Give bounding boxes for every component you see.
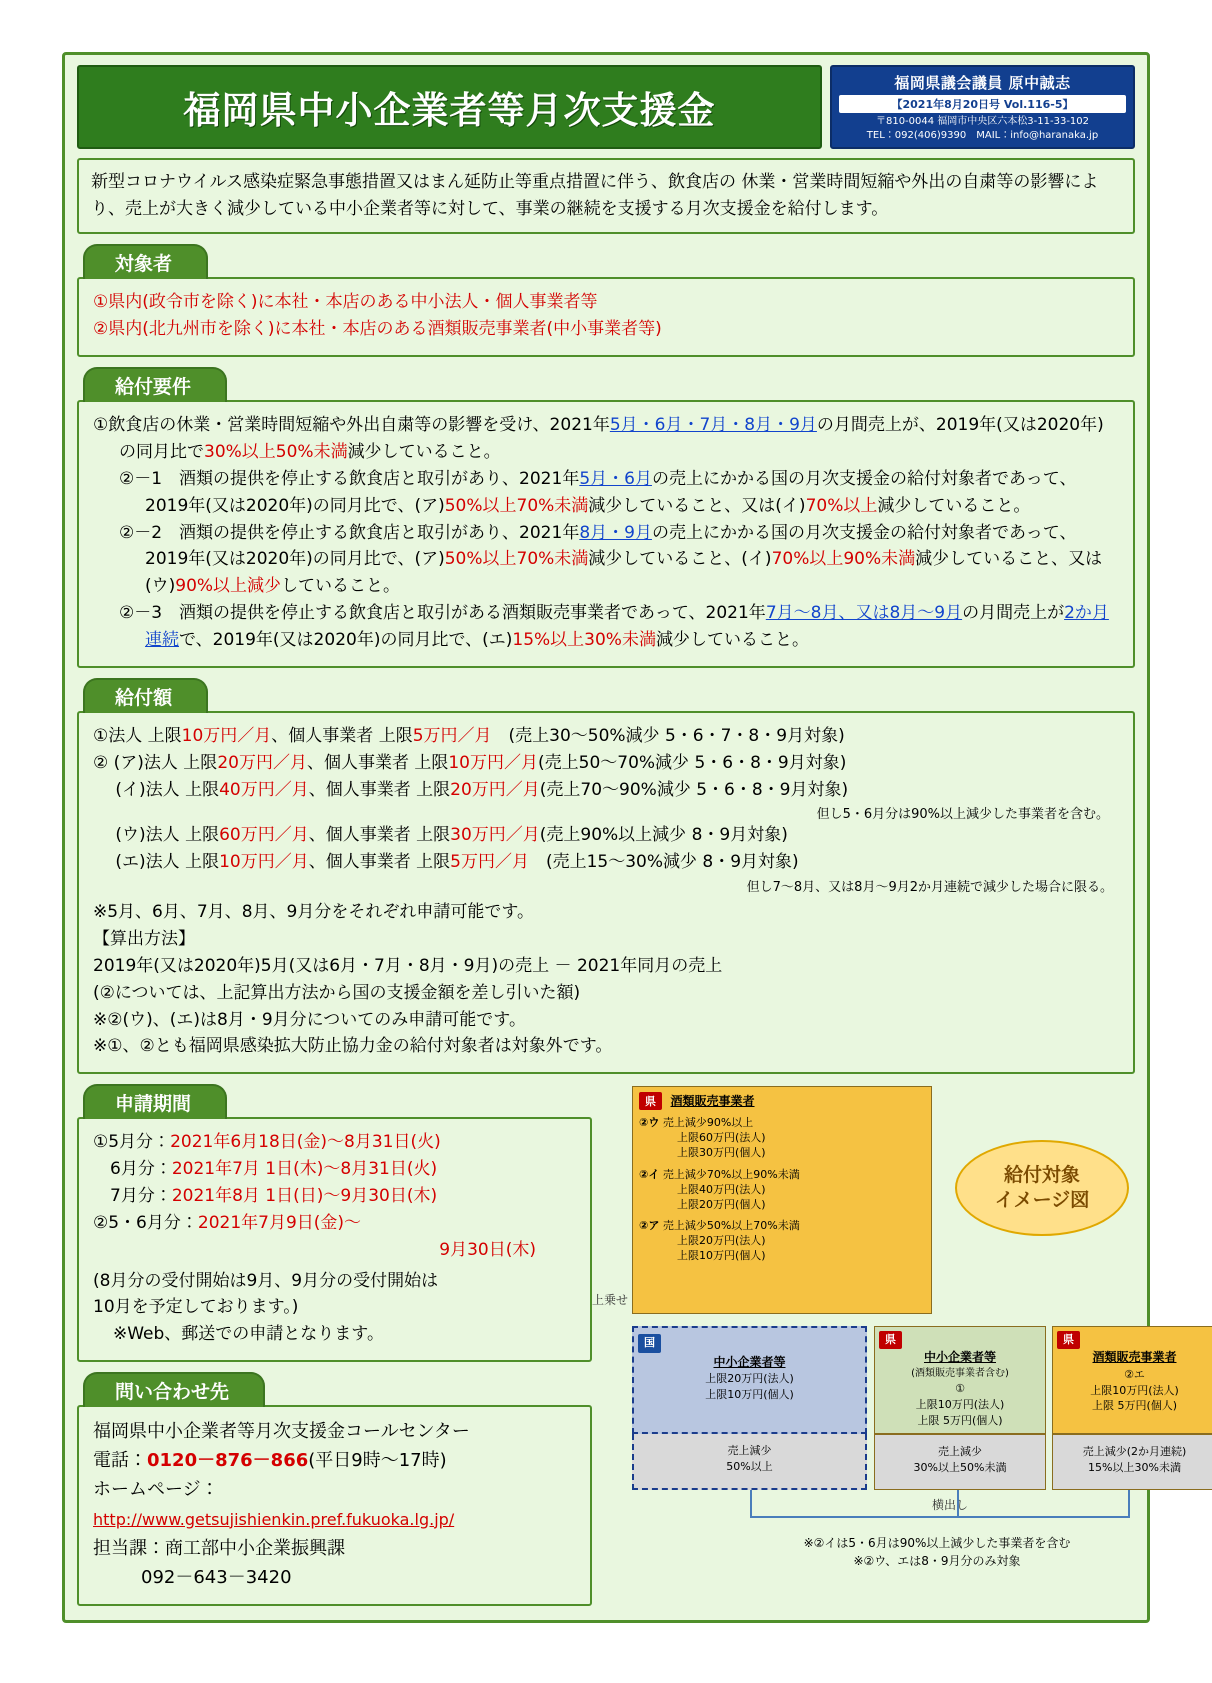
member-name: 福岡県議会議員 原中誠志 bbox=[894, 74, 1071, 92]
document-frame bbox=[62, 52, 1187, 1623]
req23-text-a: ②－3 酒類の提供を停止する飲食店と取引がある酒類販売事業者であって、2021年 bbox=[119, 603, 766, 624]
ken-sme-title: 中小企業者等 bbox=[923, 1350, 996, 1365]
amt3-b: 、個人事業者 上限 bbox=[308, 779, 451, 800]
ken-liquor-l2: 上限 5万円(個人) bbox=[1091, 1399, 1178, 1413]
amt1-r2: 5万円／月 bbox=[412, 725, 492, 746]
period-value-1: 2021年6月18日(金)～8月31日(火) bbox=[170, 1132, 441, 1153]
diagram-ken-sme-box bbox=[874, 1326, 1046, 1434]
contact-tel-hours: (平日9時～17時) bbox=[308, 1450, 447, 1472]
eligibility-diagram bbox=[592, 1086, 1187, 1569]
req21-text-b: の売上にかかる国の月次支援金の給付対象者であって、2019年(又は2020年)の同月比で、(ア) bbox=[145, 468, 1077, 516]
ken-liquor-cond-l2: 15%以上30%未満 bbox=[1088, 1460, 1181, 1474]
bubble-line-1: 給付対象 bbox=[1003, 1163, 1080, 1186]
requirement-item-2-2 bbox=[93, 520, 1119, 601]
liquor-cond-3: 売上減少50%以上70%未満 bbox=[662, 1219, 800, 1233]
ken-sme-code: ① bbox=[955, 1382, 965, 1396]
amt3-c: (売上70～90%減少 5・6・8・9月対象) bbox=[539, 779, 849, 800]
member-contact: TEL：092(406)9390 MAIL：info@haranaka.jp bbox=[866, 129, 1099, 141]
section-heading-contact: 問い合わせ先 bbox=[83, 1372, 265, 1407]
arrow-vertical-right bbox=[1128, 1490, 1130, 1518]
uwanose-label: 上乗せ bbox=[592, 1293, 629, 1308]
ken-liquor-cond-l1: 売上減少(2か月連続) bbox=[1082, 1445, 1187, 1459]
intro-text: 新型コロナウイルス感染症緊急事態措置又はまん延防止等重点措置に伴う、飲食店の 休業・営業時間短縮や外出の自粛等の影響により、売上が大きく減少している中小企業者等に対して、事業の継続を支援する月次支援金を給付します。 bbox=[77, 158, 1135, 234]
amt3-r1: 40万円／月 bbox=[219, 779, 309, 800]
amount-note-3: 但し5・6月分は90%以上減少した事業者を含む。 bbox=[816, 807, 1109, 823]
amount-note-5b: ※②(ウ)、(エ)は8月・9月分についてのみ申請可能です。 bbox=[93, 1009, 526, 1030]
kuni-box-l2: 上限10万円(個人) bbox=[705, 1388, 794, 1402]
amt2-a: ② (ア)法人 上限 bbox=[93, 752, 218, 773]
req1-text-b: の月間売上が、2019年(又は2020年)の同月比で bbox=[119, 415, 1104, 462]
period-label-2: 6月分： bbox=[93, 1159, 172, 1180]
req21-text-a: ②－1 酒類の提供を停止する飲食店と取引があり、2021年 bbox=[119, 468, 580, 489]
req21-rate-2: 70%以上 bbox=[805, 495, 878, 516]
ken-liquor-l1: 上限10万円(法人) bbox=[1090, 1383, 1179, 1397]
amt2-c: (売上50～70%減少 5・6・8・9月対象) bbox=[538, 752, 847, 773]
contact-dept-tel: 092－643－3420 bbox=[141, 1566, 292, 1588]
target-item-2: ②県内(北九州市を除く)に本社・本店のある酒類販売事業者(中小事業者等) bbox=[93, 319, 662, 340]
liquor-l1-3: 上限20万円(法人) bbox=[677, 1234, 766, 1248]
diagram-kuni-box bbox=[632, 1326, 867, 1434]
contact-url-link[interactable]: http://www.getsujishienkin.pref.fukuoka.lg.jp/ bbox=[93, 1509, 455, 1529]
issue-number: 【2021年8月20日号 Vol.116-5】 bbox=[839, 95, 1126, 113]
diagram-ken-liquor-box bbox=[1052, 1326, 1212, 1434]
period-label-1: ①5月分： bbox=[93, 1132, 171, 1153]
req1-text-a: ①飲食店の休業・営業時間短縮や外出自粛等の影響を受け、2021年 bbox=[93, 415, 610, 436]
arrow-vertical-left bbox=[750, 1490, 752, 1518]
req22-rate-2: 70%以上90%未満 bbox=[771, 549, 916, 570]
amount-line-1 bbox=[93, 723, 1119, 750]
section-amount bbox=[77, 678, 1135, 1074]
section-target bbox=[77, 244, 1135, 357]
diagram-note-2: ※②ウ、エは8・9月分のみ対象 bbox=[853, 1554, 1021, 1569]
amount-note-6: ※①、②とも福岡県感染拡大防止協力金の給付対象者は対象外です。 bbox=[93, 1036, 613, 1057]
amt1-a: ①法人 上限 bbox=[93, 725, 182, 746]
liquor-cond-2: 売上減少70%以上90%未満 bbox=[662, 1167, 800, 1181]
amt4-a: (ウ)法人 上限 bbox=[93, 825, 220, 846]
member-address: 〒810-0044 福岡市中央区六本松3-11-33-102 bbox=[875, 116, 1090, 127]
ken-sme-sub: (酒類販売事業者含む) bbox=[911, 1367, 1009, 1379]
member-info-box bbox=[830, 65, 1135, 149]
amount-note-5: 但し7～8月、又は8月～9月2か月連続で減少した場合に限る。 bbox=[746, 880, 1113, 896]
amt5-b: 、個人事業者 上限 bbox=[308, 852, 451, 873]
liquor-l2-1: 上限30万円(個人) bbox=[677, 1145, 766, 1159]
section-heading-requirements: 給付要件 bbox=[83, 367, 227, 402]
liquor-code-3: ②ア bbox=[639, 1219, 660, 1233]
liquor-cond-1: 売上減少90%以上 bbox=[662, 1116, 754, 1130]
bottom-area bbox=[77, 1084, 1187, 1606]
contact-tel-row bbox=[93, 1446, 576, 1475]
kuni-cond-l1: 売上減少 bbox=[727, 1444, 772, 1458]
contact-url-row bbox=[93, 1505, 576, 1534]
page-title bbox=[77, 65, 822, 149]
amount-note-1: ※5月、6月、7月、8月、9月分をそれぞれ申請可能です。 bbox=[93, 902, 534, 923]
section-contact bbox=[77, 1372, 592, 1606]
req1-text-c: 減少していること。 bbox=[347, 441, 501, 462]
diagram-ken-sme-condition bbox=[874, 1434, 1046, 1490]
amt1-r1: 10万円／月 bbox=[181, 725, 272, 746]
liquor-l1-2: 上限40万円(法人) bbox=[677, 1182, 766, 1196]
amount-line-4 bbox=[93, 822, 1119, 849]
bubble-line-2: イメージ図 bbox=[994, 1189, 1090, 1212]
ken-liquor-code: ②エ bbox=[1124, 1367, 1145, 1381]
amt5-a: (エ)法人 上限 bbox=[93, 852, 220, 873]
section-body-contact bbox=[77, 1405, 592, 1606]
tag-ken-liquor: 県 bbox=[639, 1092, 662, 1110]
section-heading-target: 対象者 bbox=[83, 244, 208, 279]
liquor-row-3 bbox=[639, 1219, 925, 1264]
req1-months: 5月・6月・7月・8月・9月 bbox=[609, 415, 817, 436]
header bbox=[77, 65, 1135, 149]
amt2-r2: 10万円／月 bbox=[448, 752, 538, 773]
amt2-r1: 20万円／月 bbox=[217, 752, 307, 773]
req21-rate-1: 50%以上70%未満 bbox=[444, 495, 589, 516]
section-body-target bbox=[77, 277, 1135, 357]
section-body-amount bbox=[77, 711, 1135, 1074]
liquor-row-1 bbox=[639, 1116, 925, 1161]
bottom-left-column bbox=[77, 1084, 592, 1606]
diagram-area bbox=[592, 1084, 1187, 1569]
ken-sme-cond-l1: 売上減少 bbox=[938, 1445, 982, 1459]
yokodashi-label: 横出し bbox=[932, 1498, 969, 1513]
diagram-notes bbox=[677, 1534, 1197, 1570]
period-value-2: 2021年7月 1日(木)～8月31日(火) bbox=[171, 1159, 438, 1180]
arrow-horizontal bbox=[750, 1516, 1130, 1518]
page-title-text: 福岡県中小企業者等月次支援金 bbox=[183, 89, 716, 132]
req23-text-b: の月間売上が bbox=[962, 603, 1065, 624]
req22-text-d: 減少していること、又は(ウ) bbox=[145, 549, 1103, 597]
period-note-2: 10月を予定しております。) bbox=[93, 1297, 299, 1318]
req22-text-b: の売上にかかる国の月次支援金の給付対象者であって、2019年(又は2020年)の同月比で、(ア) bbox=[145, 522, 1077, 570]
ken-sme-cond-l2: 30%以上50%未満 bbox=[913, 1460, 1007, 1474]
section-period bbox=[77, 1084, 592, 1362]
period-row-1 bbox=[93, 1129, 576, 1156]
contact-dept: 担当課：商工部中小企業振興課 bbox=[93, 1537, 345, 1559]
req21-text-c: 減少していること、又は(イ) bbox=[588, 495, 806, 516]
amt4-c: (売上90%以上減少 8・9月対象) bbox=[539, 825, 788, 846]
contact-tel-number: 0120－876－866 bbox=[147, 1450, 309, 1472]
requirement-item-1 bbox=[93, 412, 1119, 466]
req23-text-c: で、2019年(又は2020年)の同月比で、(エ) bbox=[179, 629, 513, 650]
requirement-item-2-1 bbox=[93, 466, 1119, 520]
ken-liquor-title: 酒類販売事業者 bbox=[1092, 1350, 1177, 1365]
requirement-item-2-3 bbox=[93, 600, 1119, 654]
req21-text-d: 減少していること。 bbox=[877, 495, 1031, 516]
liquor-l2-3: 上限10万円(個人) bbox=[677, 1249, 766, 1263]
req1-rate: 30%以上50%未満 bbox=[204, 441, 348, 462]
req23-rate: 15%以上30%未満 bbox=[512, 629, 656, 650]
amt1-c: (売上30～50%減少 5・6・7・8・9月対象) bbox=[491, 725, 845, 746]
section-body-period bbox=[77, 1117, 592, 1362]
amt3-r2: 20万円／月 bbox=[450, 779, 540, 800]
contact-tel-label: 電話： bbox=[93, 1450, 147, 1472]
tag-ken-liquor-2: 県 bbox=[1057, 1331, 1080, 1349]
amount-line-2 bbox=[93, 750, 1119, 777]
req23-text-d: 減少していること。 bbox=[655, 629, 809, 650]
req22-text-c: 減少していること、(イ) bbox=[588, 549, 772, 570]
period-value-3: 2021年8月 1日(日)～9月30日(木) bbox=[171, 1186, 438, 1206]
amt1-b: 、個人事業者 上限 bbox=[271, 725, 413, 746]
period-label-3: 7月分： bbox=[93, 1186, 172, 1206]
section-heading-amount: 給付額 bbox=[83, 678, 208, 713]
req21-months: 5月・6月 bbox=[579, 468, 652, 489]
tag-kuni: 国 bbox=[638, 1334, 661, 1353]
amt4-b: 、個人事業者 上限 bbox=[308, 825, 451, 846]
amt4-r1: 60万円／月 bbox=[219, 825, 309, 846]
req22-text-a: ②－2 酒類の提供を停止する飲食店と取引があり、2021年 bbox=[119, 522, 580, 543]
amt3-a: (イ)法人 上限 bbox=[93, 779, 220, 800]
ken-sme-l2: 上限 5万円(個人) bbox=[917, 1413, 1003, 1427]
liquor-l1-1: 上限60万円(法人) bbox=[677, 1131, 766, 1145]
req22-months: 8月・9月 bbox=[579, 522, 652, 543]
amt2-b: 、個人事業者 上限 bbox=[306, 752, 449, 773]
amount-line-5 bbox=[93, 849, 1119, 876]
tag-ken-sme: 県 bbox=[879, 1331, 902, 1349]
section-heading-period: 申請期間 bbox=[83, 1084, 227, 1119]
diagram-note-1: ※②イは5・6月は90%以上減少した事業者を含む bbox=[803, 1536, 1071, 1551]
amount-method-note: (②については、上記算出方法から国の支援金額を差し引いた額) bbox=[93, 982, 581, 1003]
period-note-3: ※Web、郵送での申請となります。 bbox=[113, 1324, 384, 1345]
kuni-box-l1: 上限20万円(法人) bbox=[705, 1371, 794, 1385]
amount-method-formula: 2019年(又は2020年)5月(又は6月・7月・8月・9月)の売上 － 2021年同月の売上 bbox=[93, 955, 723, 976]
diagram-ken-liquor-condition bbox=[1052, 1434, 1212, 1490]
kuni-cond-l2: 50%以上 bbox=[726, 1459, 773, 1473]
section-requirements bbox=[77, 367, 1135, 668]
amt5-r1: 10万円／月 bbox=[219, 852, 309, 873]
liquor-l2-2: 上限20万円(個人) bbox=[677, 1197, 766, 1211]
amt5-r2: 5万円／月 bbox=[450, 852, 529, 873]
liquor-code-1: ②ウ bbox=[639, 1116, 660, 1130]
liquor-row-2 bbox=[639, 1168, 925, 1213]
req22-rate-3: 90%以上減少 bbox=[175, 576, 282, 597]
req23-months: 7月～8月、又は8月～9月 bbox=[765, 603, 963, 624]
period-label-4: ②5・6月分： bbox=[93, 1212, 198, 1233]
period-row-2 bbox=[93, 1156, 576, 1183]
target-item-1: ①県内(政令市を除く)に本社・本店のある中小法人・個人事業者等 bbox=[93, 292, 598, 313]
diagram-liquor-box bbox=[632, 1086, 932, 1314]
period-row-3 bbox=[93, 1183, 576, 1210]
ken-sme-l1: 上限10万円(法人) bbox=[915, 1398, 1005, 1412]
period-value-5: 9月30日(木) bbox=[439, 1239, 536, 1260]
req22-rate-1: 50%以上70%未満 bbox=[444, 549, 589, 570]
period-value-4: 2021年7月9日(金)～ bbox=[197, 1212, 362, 1233]
amount-method-heading: 【算出方法】 bbox=[93, 928, 195, 949]
req23-consecutive: 2か月連続 bbox=[145, 603, 1109, 650]
contact-hp-label: ホームページ： bbox=[93, 1479, 219, 1501]
amt5-c: (売上15～30%減少 8・9月対象) bbox=[528, 852, 799, 873]
liquor-code-2: ②イ bbox=[639, 1167, 660, 1181]
amount-line-3 bbox=[93, 777, 1119, 804]
req22-text-e: していること。 bbox=[281, 576, 401, 597]
liquor-box-title: 酒類販売事業者 bbox=[670, 1094, 755, 1109]
period-row-4 bbox=[93, 1210, 576, 1237]
kuni-box-title: 中小企業者等 bbox=[713, 1354, 786, 1369]
amt4-r2: 30万円／月 bbox=[450, 825, 540, 846]
diagram-kuni-condition bbox=[632, 1434, 867, 1490]
period-note-1: (8月分の受付開始は9月、9月分の受付開始は bbox=[93, 1270, 439, 1291]
contact-center-name: 福岡県中小企業者等月次支援金コールセンター bbox=[93, 1421, 470, 1443]
section-body-requirements bbox=[77, 400, 1135, 668]
